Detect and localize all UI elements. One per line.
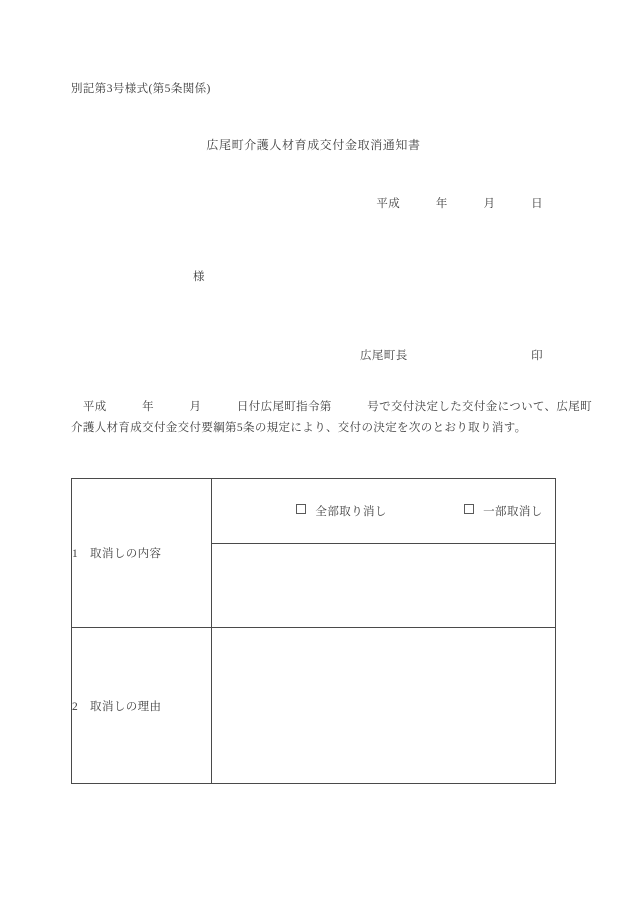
body-line-2: 介護人材育成交付金交付要綱第5条の規定により、交付の決定を次のとおり取り消す。 — [71, 422, 527, 434]
row-value-content[interactable] — [212, 544, 556, 628]
addressee-line: 様 — [193, 271, 205, 283]
row-label-content: 1 取消しの内容 — [72, 479, 212, 628]
body-paragraph — [71, 397, 592, 439]
checkbox-label-partial: 一部取消し — [483, 506, 543, 518]
date-line: 平成 年 月 日 — [376, 198, 543, 210]
cancellation-table — [71, 478, 556, 784]
issuer-row — [360, 347, 543, 363]
table-row-content — [72, 479, 556, 544]
checkbox-label-full: 全部取り消し — [315, 506, 387, 518]
checkbox-option-partial[interactable] — [425, 491, 543, 531]
seal-mark: 印 — [531, 350, 543, 362]
document-title: 広尾町介護人材育成交付金取消通知書 — [206, 138, 421, 152]
checkbox-icon-partial[interactable] — [464, 504, 474, 514]
issuer-name: 広尾町長 — [360, 350, 408, 362]
body-line-1: 平成 年 月 日付広尾町指令第 号で交付決定した交付金について、広尾町 — [71, 401, 592, 413]
row-label-reason: 2 取消しの理由 — [72, 628, 212, 784]
form-number: 別記第3号様式(第5条関係) — [71, 83, 211, 95]
checkbox-bar — [212, 479, 556, 544]
table-row-reason — [72, 628, 556, 784]
row-value-reason[interactable] — [212, 628, 556, 784]
checkbox-icon-full[interactable] — [296, 504, 306, 514]
checkbox-option-full[interactable] — [257, 491, 387, 531]
